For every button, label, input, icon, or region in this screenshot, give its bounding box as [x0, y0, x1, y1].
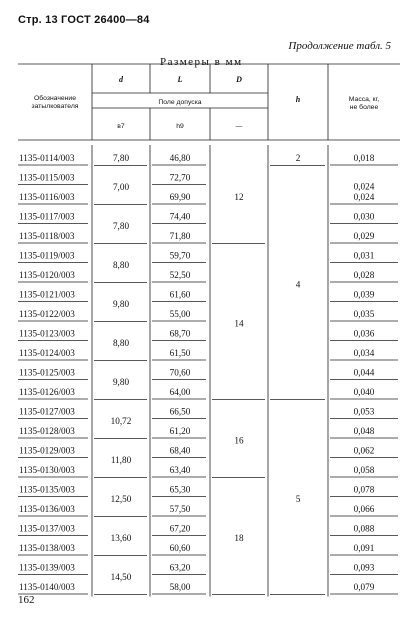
row-code: 1135-0130/003: [19, 465, 75, 475]
row-L: 68,40: [169, 445, 191, 456]
header-tol-D: —: [235, 123, 243, 130]
row-mass: 0,030: [353, 211, 375, 222]
row-L: 69,90: [169, 192, 191, 202]
header-mass-line1: Масса, кг,: [348, 96, 380, 103]
header-h: h: [295, 95, 301, 104]
row-L: 63,20: [169, 562, 191, 573]
group-d: 9,80: [112, 377, 130, 387]
row-L: 57,50: [169, 504, 191, 514]
group-d: 8,80: [112, 260, 130, 270]
row-L: 68,70: [169, 328, 191, 339]
group-D: 16: [234, 435, 244, 446]
row-mass: 0,058: [353, 465, 375, 475]
row-mass: 0,031: [353, 250, 375, 261]
row-code: 1135-0119/003: [19, 250, 75, 261]
row-code: 1135-0138/003: [19, 543, 75, 553]
row-code: 1135-0140/003: [19, 582, 75, 592]
row-L: 70,60: [169, 367, 191, 378]
group-d: 12,50: [110, 494, 132, 504]
row-mass: 0,040: [353, 387, 375, 397]
header-d: d: [119, 75, 123, 84]
table-continuation-label: Продолжение табл. 5: [288, 40, 391, 52]
group-d: 7,80: [112, 152, 130, 163]
group-h: 4: [295, 279, 301, 290]
group-D: 14: [234, 318, 244, 329]
group-d: 8,80: [112, 338, 130, 348]
row-mass: 0,028: [353, 270, 375, 280]
header-designation-line2: затылкователя: [31, 103, 79, 110]
row-L: 74,40: [169, 211, 191, 222]
row-code: 1135-0117/003: [19, 211, 75, 222]
row-L: 60,60: [169, 543, 191, 553]
group-d: 9,80: [112, 299, 130, 309]
header-tol-d: в7: [117, 123, 125, 130]
row-mass: 0,088: [353, 523, 375, 534]
row-L: 61,50: [169, 348, 191, 358]
row-code: 1135-0115/003: [19, 172, 75, 183]
row-mass: 0,066: [353, 504, 375, 514]
row-code: 1135-0137/003: [19, 523, 75, 534]
row-L: 71,80: [169, 231, 191, 241]
row-L: 64,00: [169, 387, 191, 397]
row-mass: 0,018: [353, 153, 375, 163]
group-h: 5: [295, 494, 301, 504]
header-designation-line1: Обозначение: [33, 95, 77, 102]
group-d: 11,80: [110, 455, 132, 465]
row-code: 1135-0125/003: [19, 367, 75, 378]
row-code: 1135-0127/003: [19, 406, 75, 417]
row-mass: 0,053: [353, 406, 375, 417]
row-L: 65,30: [169, 484, 191, 495]
row-mass: 0,035: [353, 309, 375, 319]
header-D: D: [236, 75, 242, 84]
row-L: 61,60: [169, 289, 191, 300]
row-L: 67,20: [169, 523, 191, 534]
row-mass: 0,079: [353, 582, 375, 592]
row-mass: 0,044: [353, 367, 375, 378]
group-d: 7,00: [112, 182, 130, 192]
page-number: 162: [18, 594, 35, 606]
row-mass: 0,036: [353, 328, 375, 339]
row-code: 1135-0123/003: [19, 328, 75, 339]
row-code: 1135-0122/003: [19, 309, 75, 319]
row-code: 1135-0135/003: [19, 484, 75, 495]
row-L: 66,50: [169, 406, 191, 417]
row-code: 1135-0121/003: [19, 289, 75, 300]
header-tolerance-field: Поле допуска: [158, 99, 202, 106]
row-L: 58,00: [169, 582, 191, 592]
header-L: L: [177, 75, 183, 84]
row-code: 1135-0129/003: [19, 445, 75, 456]
group-d: 13,60: [110, 533, 132, 543]
row-mass: 0,024: [353, 181, 375, 192]
row-code: 1135-0126/003: [19, 387, 75, 397]
row-code: 1135-0118/003: [19, 231, 75, 241]
header-tol-L: h9: [176, 123, 184, 130]
header-mass-line2: не более: [349, 104, 379, 111]
row-L: 72,70: [169, 172, 191, 183]
row-mass: 0,039: [353, 289, 375, 300]
row-code: 1135-0139/003: [19, 562, 75, 573]
row-mass: 0,078: [353, 484, 375, 495]
group-d: 7,80: [112, 221, 130, 231]
row-mass: 0,034: [353, 348, 375, 358]
row-L: 63,40: [169, 465, 191, 475]
page-header-title: Стр. 13 ГОСТ 26400—84: [18, 14, 150, 26]
group-d: 14,50: [110, 572, 132, 582]
units-caption: Размеры в мм: [160, 56, 243, 68]
group-D: 12: [234, 191, 244, 202]
row-mass: 0,048: [353, 426, 375, 436]
row-L: 46,80: [169, 153, 191, 163]
group-h: 2: [295, 152, 301, 163]
row-code: 1135-0124/003: [19, 348, 75, 358]
row-L: 55,00: [169, 309, 191, 319]
row-mass: 0,024: [353, 192, 375, 202]
row-mass: 0,062: [353, 445, 375, 456]
row-code: 1135-0116/003: [19, 192, 75, 202]
row-mass: 0,093: [353, 562, 375, 573]
row-code: 1135-0128/003: [19, 426, 75, 436]
row-code: 1135-0120/003: [19, 270, 75, 280]
row-mass: 0,091: [353, 543, 375, 553]
group-d: 10,72: [110, 416, 132, 426]
row-code: 1135-0136/003: [19, 504, 75, 514]
group-D: 18: [234, 533, 244, 543]
row-code: 1135-0114/003: [19, 153, 75, 163]
row-L: 59,70: [169, 250, 191, 261]
row-mass: 0,029: [353, 231, 375, 241]
row-L: 61,20: [169, 426, 191, 436]
row-L: 52,50: [169, 270, 191, 280]
